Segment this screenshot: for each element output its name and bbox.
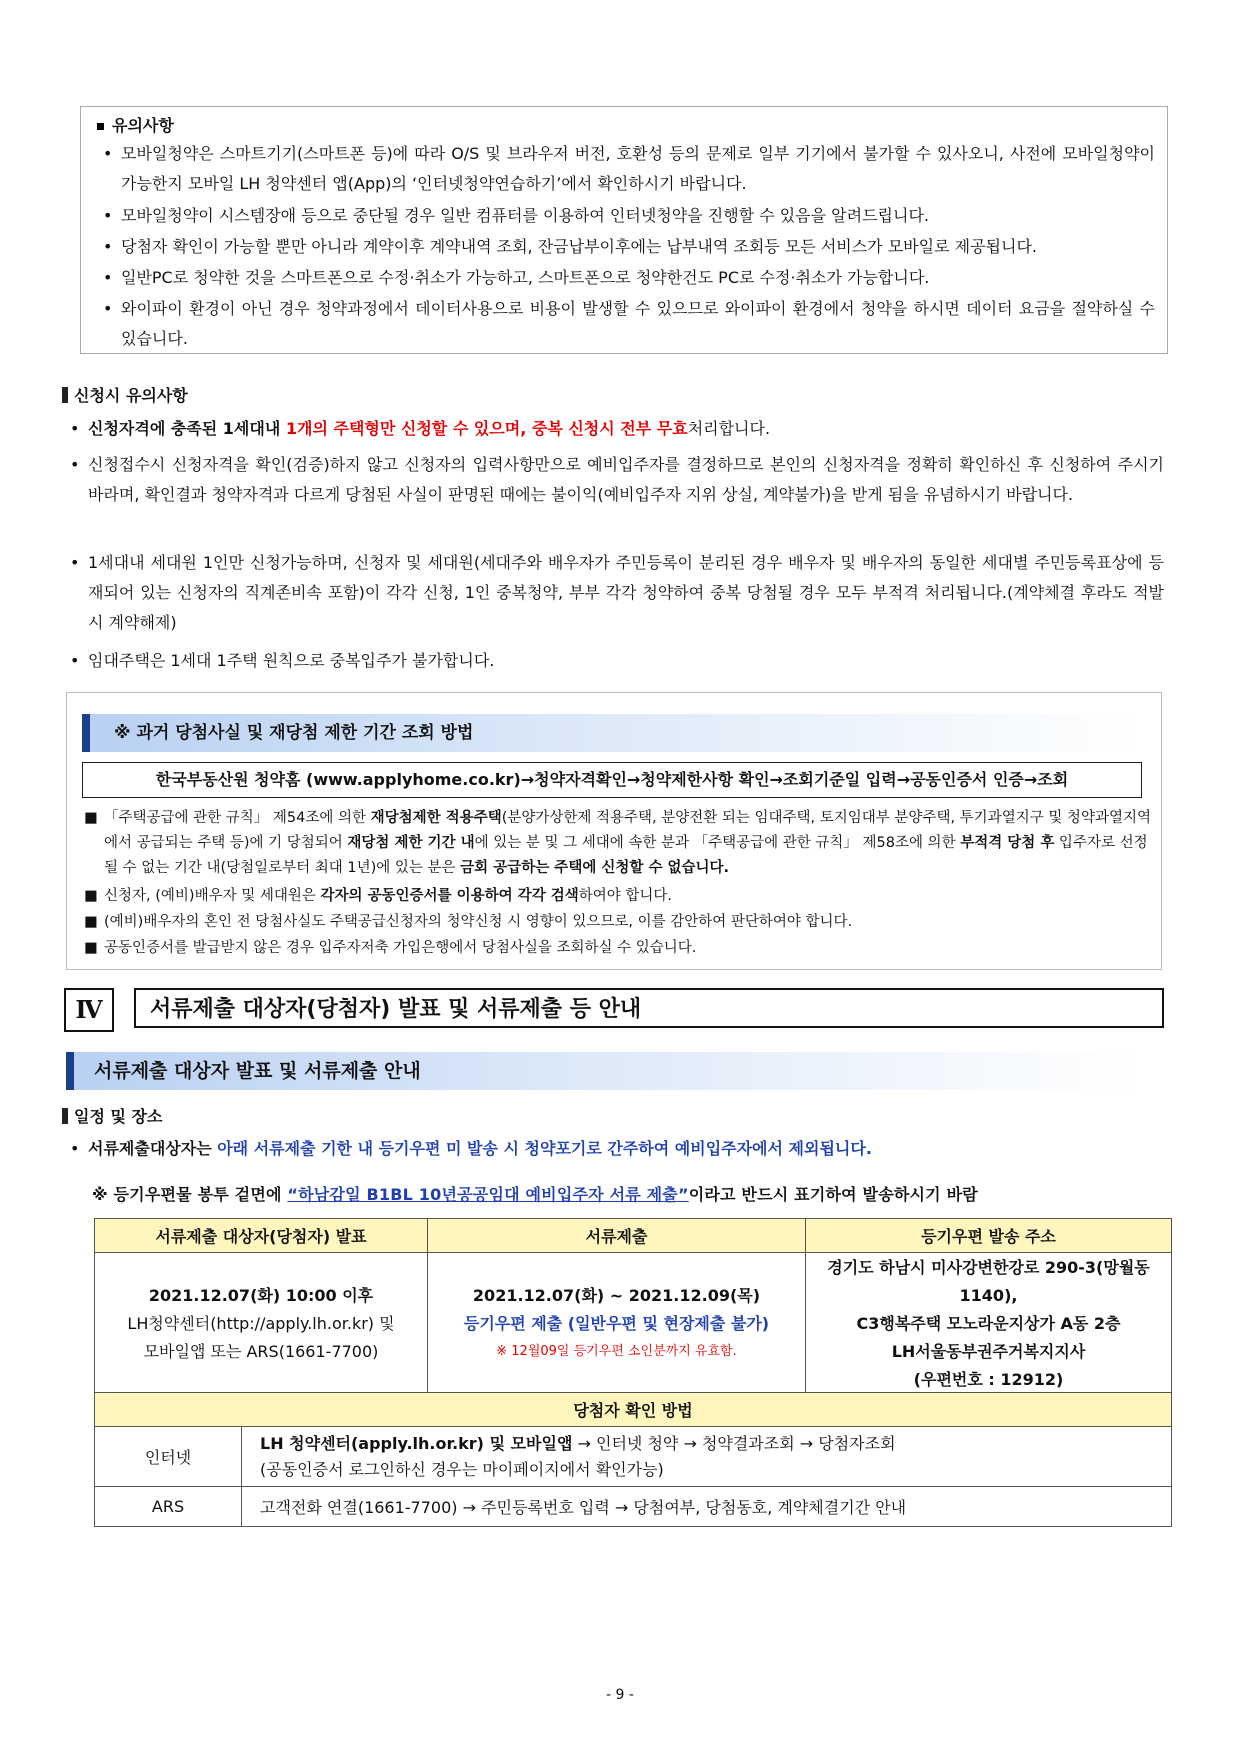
history-title-bar — [82, 714, 1140, 752]
method-desc: 고객전화 연결(1661-7700) → 주민등록번호 입력 → 당첨여부, 당첨동호, 계약체결기간 안내 — [242, 1487, 1172, 1527]
history-note: ■ 「주택공급에 관한 규칙」 제54조에 의한 재당첨제한 적용주택(분양가상한제 적용주택, 분양전환 되는 임대주택, 토지임대부 분양주택, 투기과열지구 및 청약과열지역에서 공급되는 주택 등)에 기 당첨되어 재당첨 제한 기간 내에 있는 분 및 그 세대에 속한 분과 「주택공급에 관한 규칙」 제58조에 의한 부적격 당첨 후 입주자로 선정될 수 없는 기간 내(당첨일로부터 최대 1년)에 있는 분은 금회 공급하는 주택에 신청할 수 없습니다. — [84, 810, 1151, 876]
method-desc: LH 청약센터(apply.lh.or.kr) 및 모바일앱 → 인터넷 청약 → 청약결과조회 → 당첨자조회 (공동인증서 로그인하신 경우는 마이페이지에서 확인가능) — [242, 1427, 1172, 1487]
announce-cell: 2021.12.07(화) 10:00 이후 LH청약센터(http://apply.lh.or.kr) 및 모바일앱 또는 ARS(1661-7700) — [95, 1253, 428, 1396]
applyhome-path: 한국부동산원 청약홈 (www.applyhome.co.kr)→청약자격확인→청약제한사항 확인→조회기준일 입력→공동인증서 인증→조회 — [82, 762, 1142, 798]
schedule-heading: 일정 및 장소 — [62, 1104, 162, 1127]
apply-notes-heading: 신청시 유의사항 — [62, 383, 188, 406]
method-label: ARS — [95, 1487, 242, 1527]
notice-box — [80, 106, 1168, 354]
winner-check-table — [94, 1392, 1172, 1527]
table-header: 서류제출 대상자(당첨자) 발표 — [95, 1219, 428, 1253]
page-number: - 9 - — [606, 1687, 634, 1703]
notice-item: • 당첨자 확인이 가능할 뿐만 아니라 계약이후 계약내역 조회, 잔금납부이후에는 납부내역 조회등 모든 서비스가 모바일로 제공됩니다. — [103, 237, 1038, 256]
method-label: 인터넷 — [95, 1427, 242, 1487]
chapter-number: Ⅳ — [64, 988, 114, 1032]
history-note: ■ (예비)배우자의 혼인 전 당첨사실도 주택공급신청자의 청약신청 시 영향이 있으므로, 이를 감안하여 판단하여야 합니다. — [84, 914, 853, 930]
chapter-title: 서류제출 대상자(당첨자) 발표 및 서류제출 등 안내 — [134, 988, 1164, 1028]
notice-item: • 와이파이 환경이 아닌 경우 청약과정에서 데이터사용으로 비용이 발생할 수 있으므로 와이파이 환경에서 청약을 하시면 데이터 요금을 절약하실 수 있습니다. — [103, 299, 1155, 348]
apply-note-item: • 임대주택은 1세대 1주택 원칙으로 중복입주가 불가합니다. — [70, 651, 495, 670]
notice-item: • 모바일청약이 시스템장애 등으로 중단될 경우 일반 컴퓨터를 이용하여 인터넷청약을 진행할 수 있음을 알려드립니다. — [103, 206, 930, 225]
apply-note-item: • 신청자격에 충족된 1세대내 1개의 주택형만 신청할 수 있으며, 중복 신청시 전부 무효처리합니다. — [70, 419, 771, 438]
apply-note-item: • 1세대내 세대원 1인만 신청가능하며, 신청자 및 세대원(세대주와 배우자가 주민등록이 분리된 경우 배우자 및 배우자의 동일한 세대별 주민등록표상에 등재되어 있는 신청자의 직계존비속 포함)이 각각 신청, 1인 중복청약, 부부 각각 청약하여 중복 당첨될 경우 모두 부적격 처리됩니다.(계약체결 후라도 적발 시 계약해제) — [70, 553, 1164, 632]
schedule-bullet: • 서류제출대상자는 아래 서류제출 기한 내 등기우편 미 발송 시 청약포기로 간주하여 예비입주자에서 제외됩니다. — [70, 1139, 872, 1158]
table-header: 등기우편 발송 주소 — [806, 1219, 1172, 1253]
notice-title: 유의사항 — [97, 113, 174, 136]
submit-cell: 2021.12.07(화) ~ 2021.12.09(목) 등기우편 제출 (일반우편 및 현장제출 불가) ※ 12월09일 등기우편 소인분까지 유효함. — [428, 1253, 806, 1396]
notice-item: • 모바일청약은 스마트기기(스마트폰 등)에 따라 O/S 및 브라우저 버전, 호환성 등의 문제로 일부 기기에서 불가할 수 있사오니, 사전에 모바일청약이 가능한지 모바일 LH 청약센터 앱(App)의 ‘인터넷청약연습하기’에서 확인하시기 바랍니다. — [103, 144, 1155, 193]
history-title: ※ 과거 당첨사실 및 재당첨 제한 기간 조회 방법 — [114, 723, 474, 743]
table-header: 당첨자 확인 방법 — [95, 1393, 1172, 1427]
history-note: ■ 신청자, (예비)배우자 및 세대원은 각자의 공동인증서를 이용하여 각각 검색하여야 합니다. — [84, 888, 673, 904]
history-note: ■ 공동인증서를 발급받지 않은 경우 입주자저축 가입은행에서 당첨사실을 조회하실 수 있습니다. — [84, 940, 697, 956]
table-header: 서류제출 — [428, 1219, 806, 1253]
schedule-table — [94, 1218, 1172, 1396]
subsection-title: 서류제출 대상자 발표 및 서류제출 안내 — [94, 1060, 421, 1082]
address-cell: 경기도 하남시 미사강변한강로 290-3(망월동1140), C3행복주택 모노라운지상가 A동 2층 LH서울동부권주거복지지사 (우편번호 : 12912) — [806, 1253, 1172, 1396]
envelope-note: ※ 등기우편물 봉투 겉면에 “하남감일 B1BL 10년공공임대 예비입주자 서류 제출”이라고 반드시 표기하여 발송하시기 바람 — [92, 1185, 978, 1204]
notice-item: • 일반PC로 청약한 것을 스마트폰으로 수정·취소가 가능하고, 스마트폰으로 청약한건도 PC로 수정·취소가 가능합니다. — [103, 268, 930, 287]
apply-note-item: • 신청접수시 신청자격을 확인(검증)하지 않고 신청자의 입력사항만으로 예비입주자를 결정하므로 본인의 신청자격을 정확히 확인하신 후 신청하여 주시기 바라며, 확인결과 청약자격과 다르게 당첨된 사실이 판명된 때에는 불이익(예비입주자 지위 상실, 계약불가)을 받게 됨을 유념하시기 바랍니다. — [70, 455, 1164, 504]
subsection-bar — [66, 1052, 1136, 1090]
